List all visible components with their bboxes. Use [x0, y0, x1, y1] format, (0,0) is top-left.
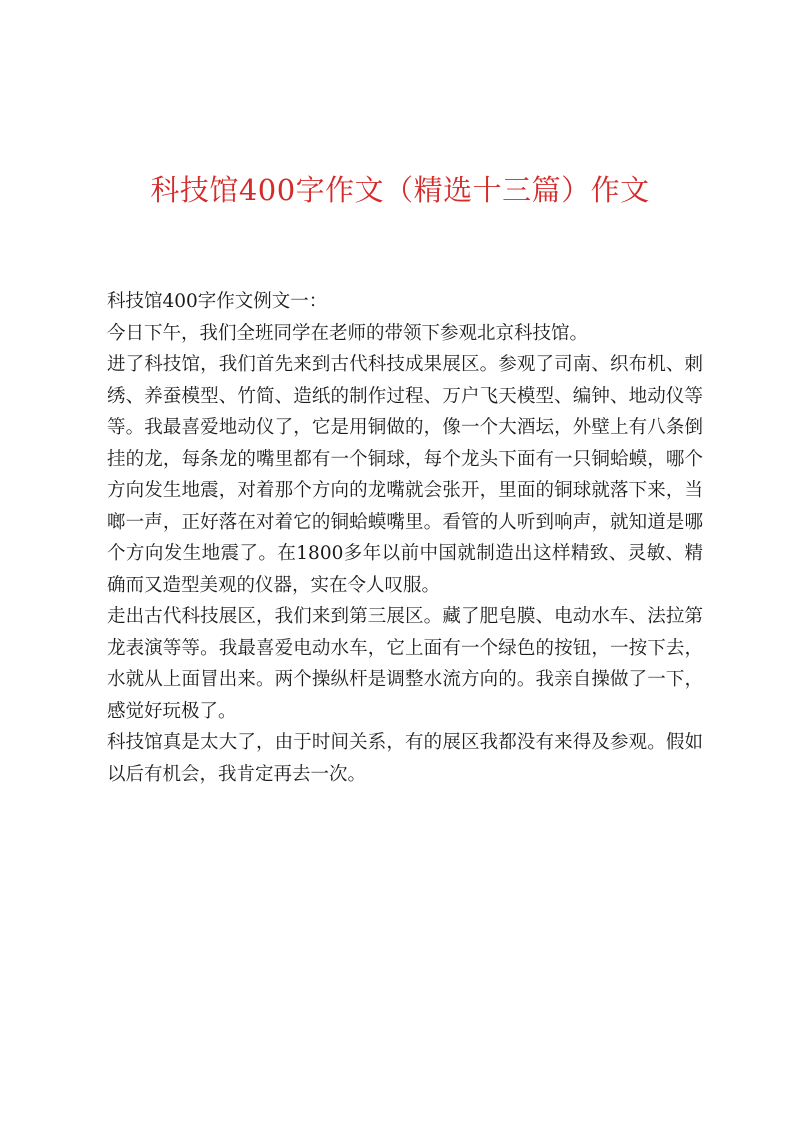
paragraph: 今日下午，我们全班同学在老师的带领下参观北京科技馆。 [107, 322, 589, 344]
document-body [107, 286, 703, 790]
document-title: 科技馆400字作文（精选十三篇）作文 [150, 173, 650, 207]
paragraph-heading: 科技馆400字作文例文一： [107, 291, 328, 312]
paragraph: 进了科技馆，我们首先来到古代科技成果展区。参观了司南、织布机、刺绣、养蚕模型、竹简、造纸的制作过程、万户飞天模型、编钟、地动仪等等。我最喜爱地动仪了，它是用铜做的，像一个大酒坛，外壁上有八条倒挂的龙，每条龙的嘴里都有一个铜球，每个龙头下面有一只铜蛤蟆，哪个方向发生地震，对着那个方向的龙嘴就会张开，里面的铜球就落下来，当啷一声，正好落在对着它的铜蛤蟆嘴里。看管的人听到响声，就知道是哪个方向发生地震了。在1800多年以前中国就制造出这样精致、灵敏、精确而又造型美观的仪器，实在令人叹服。 [107, 354, 703, 596]
paragraph: 科技馆真是太大了，由于时间关系，有的展区我都没有来得及参观。假如以后有机会，我肯定再去一次。 [107, 732, 703, 785]
paragraph: 走出古代科技展区，我们来到第三展区。藏了肥皂膜、电动水车、法拉第龙表演等等。我最喜爱电动水车，它上面有一个绿色的按钮，一按下去，水就从上面冒出来。两个操纵杆是调整水流方向的。我亲自操做了一下，感觉好玩极了。 [107, 606, 703, 722]
